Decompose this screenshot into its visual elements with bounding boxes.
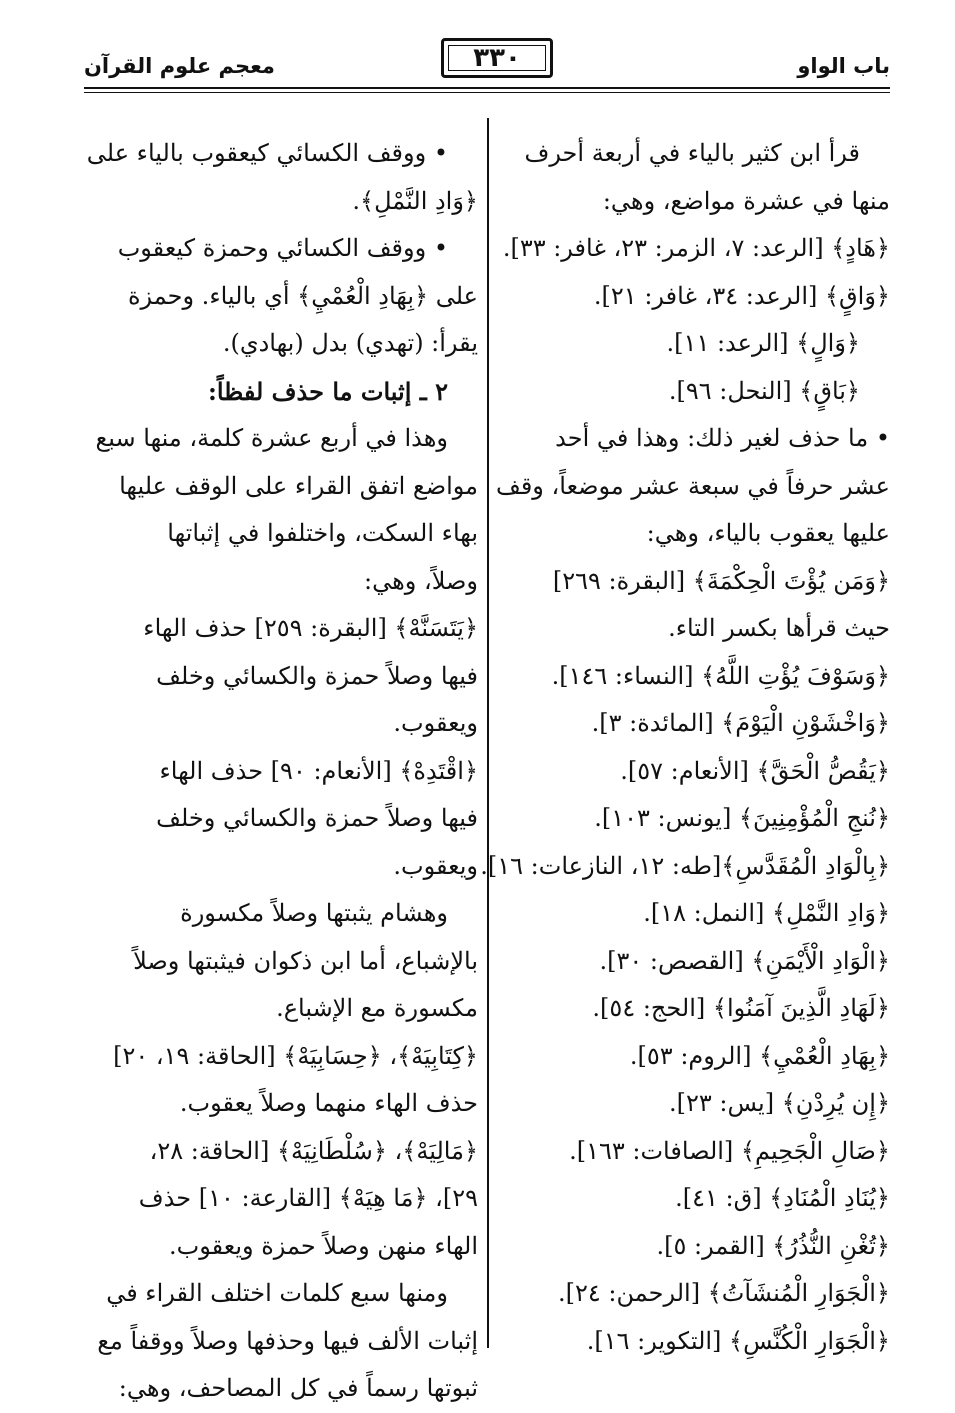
text-line: • ووقف الكسائي كيعقوب بالياء على bbox=[86, 139, 448, 167]
verse-reference-line: ﴿صَالِ الْجَحِيمِ﴾ [الصافات: ١٦٣]. bbox=[569, 1136, 890, 1165]
verse-reference-line: ﴿الْجَوَارِ الْكُنَّسِ﴾ [التكوير: ١٦]. bbox=[586, 1326, 890, 1355]
verse-reference-line: ﴿نُنجِ الْمُؤْمِنِينَ﴾ [يونس: ١٠٣]. bbox=[594, 804, 890, 832]
text-line: • ما حذف لغير ذلك: وهذا في أحد bbox=[555, 424, 890, 452]
text-line: منها في عشرة مواضع، وهي: bbox=[602, 186, 890, 215]
verse-reference-line: ﴿الْوَادِ الْأَيْمَنِ﴾ [القصص: ٣٠]. bbox=[599, 946, 890, 975]
text-line: ويعقوب. bbox=[393, 851, 478, 880]
verse-reference-line: ﴿اقْتَدِهْ﴾ [الأنعام: ٩٠] حذف الهاء bbox=[159, 756, 478, 785]
book-title: معجم علوم القرآن bbox=[84, 54, 275, 78]
header-rule bbox=[84, 87, 890, 89]
verse-reference-line: ﴿كِتَابِيَهْ﴾، ﴿حِسَابِيَهْ﴾ [الحاقة: ١٩، ٢٠] bbox=[113, 1041, 478, 1070]
text-line: إثبات الألف فيها وحذفها وصلاً ووقفاً مع bbox=[97, 1326, 478, 1355]
text-line: عشر حرفاً في سبعة عشر موضعاً، وقف bbox=[495, 471, 890, 500]
right-column bbox=[480, 130, 890, 1365]
verse-reference-line: ﴿لَهَادِ الَّذِينَ آمَنُوا﴾ [الحج: ٥٤]. bbox=[592, 994, 890, 1022]
text-line: قرأ ابن كثير بالياء في أربعة أحرف bbox=[524, 139, 860, 167]
text-line: فيها وصلاً حمزة والكسائي وخلف bbox=[156, 661, 478, 690]
verse-reference-line: ٢٩]، ﴿مَا هِيَهْ﴾ [القارعة: ١٠] حذف bbox=[138, 1184, 478, 1212]
page-header bbox=[84, 36, 890, 88]
verse-reference-line: ﴿يَتَسَنَّهْ﴾ [البقرة: ٢٥٩] حذف الهاء bbox=[143, 614, 478, 642]
verse-reference-line: ﴿وَسَوْفَ يُؤْتِ اللَّهُ﴾ [النساء: ١٤٦]. bbox=[551, 661, 890, 690]
verse-reference-line: ﴿تُغْنِ النُّذُرُ﴾ [القمر: ٥]. bbox=[656, 1231, 890, 1260]
chapter-title: باب الواو bbox=[797, 54, 890, 78]
verse-reference-line: ﴿وَاخْشَوْنِ الْيَوْمَ﴾ [المائدة: ٣]. bbox=[591, 709, 890, 737]
left-column bbox=[86, 130, 478, 1413]
text-line: وهذا في أربع عشرة كلمة، منها سبع bbox=[95, 424, 448, 452]
column-divider bbox=[487, 118, 489, 1348]
verse-reference-line: ﴿هَادٍ﴾ [الرعد: ٧، الزمر: ٢٣، غافر: ٣٣]. bbox=[502, 234, 890, 262]
page-number: ٣٣٠ bbox=[473, 43, 521, 73]
text-line: عليها يعقوب بالياء، وهي: bbox=[646, 519, 890, 547]
text-line: فيها وصلاً حمزة والكسائي وخلف bbox=[156, 804, 478, 832]
text-line: يقرأ: (تهدي) بدل (بهادي). bbox=[222, 329, 478, 357]
text-line: • ووقف الكسائي وحمزة كيعقوب bbox=[117, 234, 448, 262]
text-line: ويعقوب. bbox=[393, 709, 478, 737]
text-line: وصلاً، وهي: bbox=[364, 566, 478, 595]
text-line: وهشام يثبتها وصلاً مكسورة bbox=[180, 899, 448, 927]
verse-reference-line: ﴿يَقُصُّ الْحَقَّ﴾ [الأنعام: ٥٧]. bbox=[620, 756, 890, 785]
text-line: مكسورة مع الإشباع. bbox=[276, 994, 478, 1022]
page-number-frame bbox=[441, 38, 553, 78]
verse-reference-line: ﴿وَادِ النَّمْلِ﴾ [النمل: ١٨]. bbox=[643, 899, 890, 927]
verse-reference-line: ﴿بِالْوَادِ الْمُقَدَّسِ﴾[طه: ١٢، النازعات: ١٦]. bbox=[480, 851, 890, 880]
verse-reference-line: ﴿الْجَوَارِ الْمُنشَآتُ﴾ [الرحمن: ٢٤]. bbox=[558, 1279, 890, 1307]
verse-reference-line: ﴿بِهَادِ الْعُمْيِ﴾ [الروم: ٥٣]. bbox=[629, 1041, 890, 1070]
text-line: بهاء السكت، واختلفوا في إثباتها bbox=[167, 519, 478, 547]
verse-reference-line: ﴿بَاقٍ﴾ [النحل: ٩٦]. bbox=[668, 376, 860, 405]
verse-reference-line: ﴿وَاقٍ﴾ [الرعد: ٣٤، غافر: ٢١]. bbox=[593, 281, 890, 310]
verse-reference-line: ﴿يُنَادِ الْمُنَادِ﴾ [ق: ٤١]. bbox=[675, 1184, 890, 1212]
verse-reference-line: ﴿إِن يُرِدْنِ﴾ [يس: ٢٣]. bbox=[668, 1089, 890, 1117]
verse-reference-line: ﴿مَالِيَهْ﴾، ﴿سُلْطَانِيَهْ﴾ [الحاقة: ٢٨، bbox=[149, 1136, 478, 1165]
header-rule-thin bbox=[84, 92, 890, 93]
text-line: بالإشباع، أما ابن ذكوان فيثبتها وصلاً bbox=[133, 946, 478, 975]
text-line: ومنها سبع كلمات اختلف القراء في bbox=[106, 1279, 448, 1307]
text-line: حذف الهاء منهما وصلاً يعقوب. bbox=[179, 1089, 478, 1117]
verse-reference-line: ﴿وَالٍ﴾ [الرعد: ١١]. bbox=[666, 329, 860, 357]
text-line: على ﴿بِهَادِ الْعُمْيِ﴾ أي بالياء. وحمزة bbox=[127, 281, 478, 310]
text-line: ثبوتها رسماً في كل المصاحف، وهي: bbox=[118, 1374, 478, 1402]
text-line: ﴿وَادِ النَّمْلِ﴾. bbox=[352, 186, 478, 215]
verse-reference-line: ﴿وَمَن يُؤْتَ الْحِكْمَةَ﴾ [البقرة: ٢٦٩] bbox=[552, 566, 890, 595]
text-line: حيث قرأها بكسر التاء. bbox=[668, 614, 890, 642]
text-line: الهاء منهن وصلاً حمزة ويعقوب. bbox=[168, 1231, 478, 1260]
text-line: مواضع اتفق القراء على الوقف عليها bbox=[119, 471, 478, 500]
section-heading: ٢ ـ إثبات ما حذف لفظاً: bbox=[208, 376, 448, 406]
